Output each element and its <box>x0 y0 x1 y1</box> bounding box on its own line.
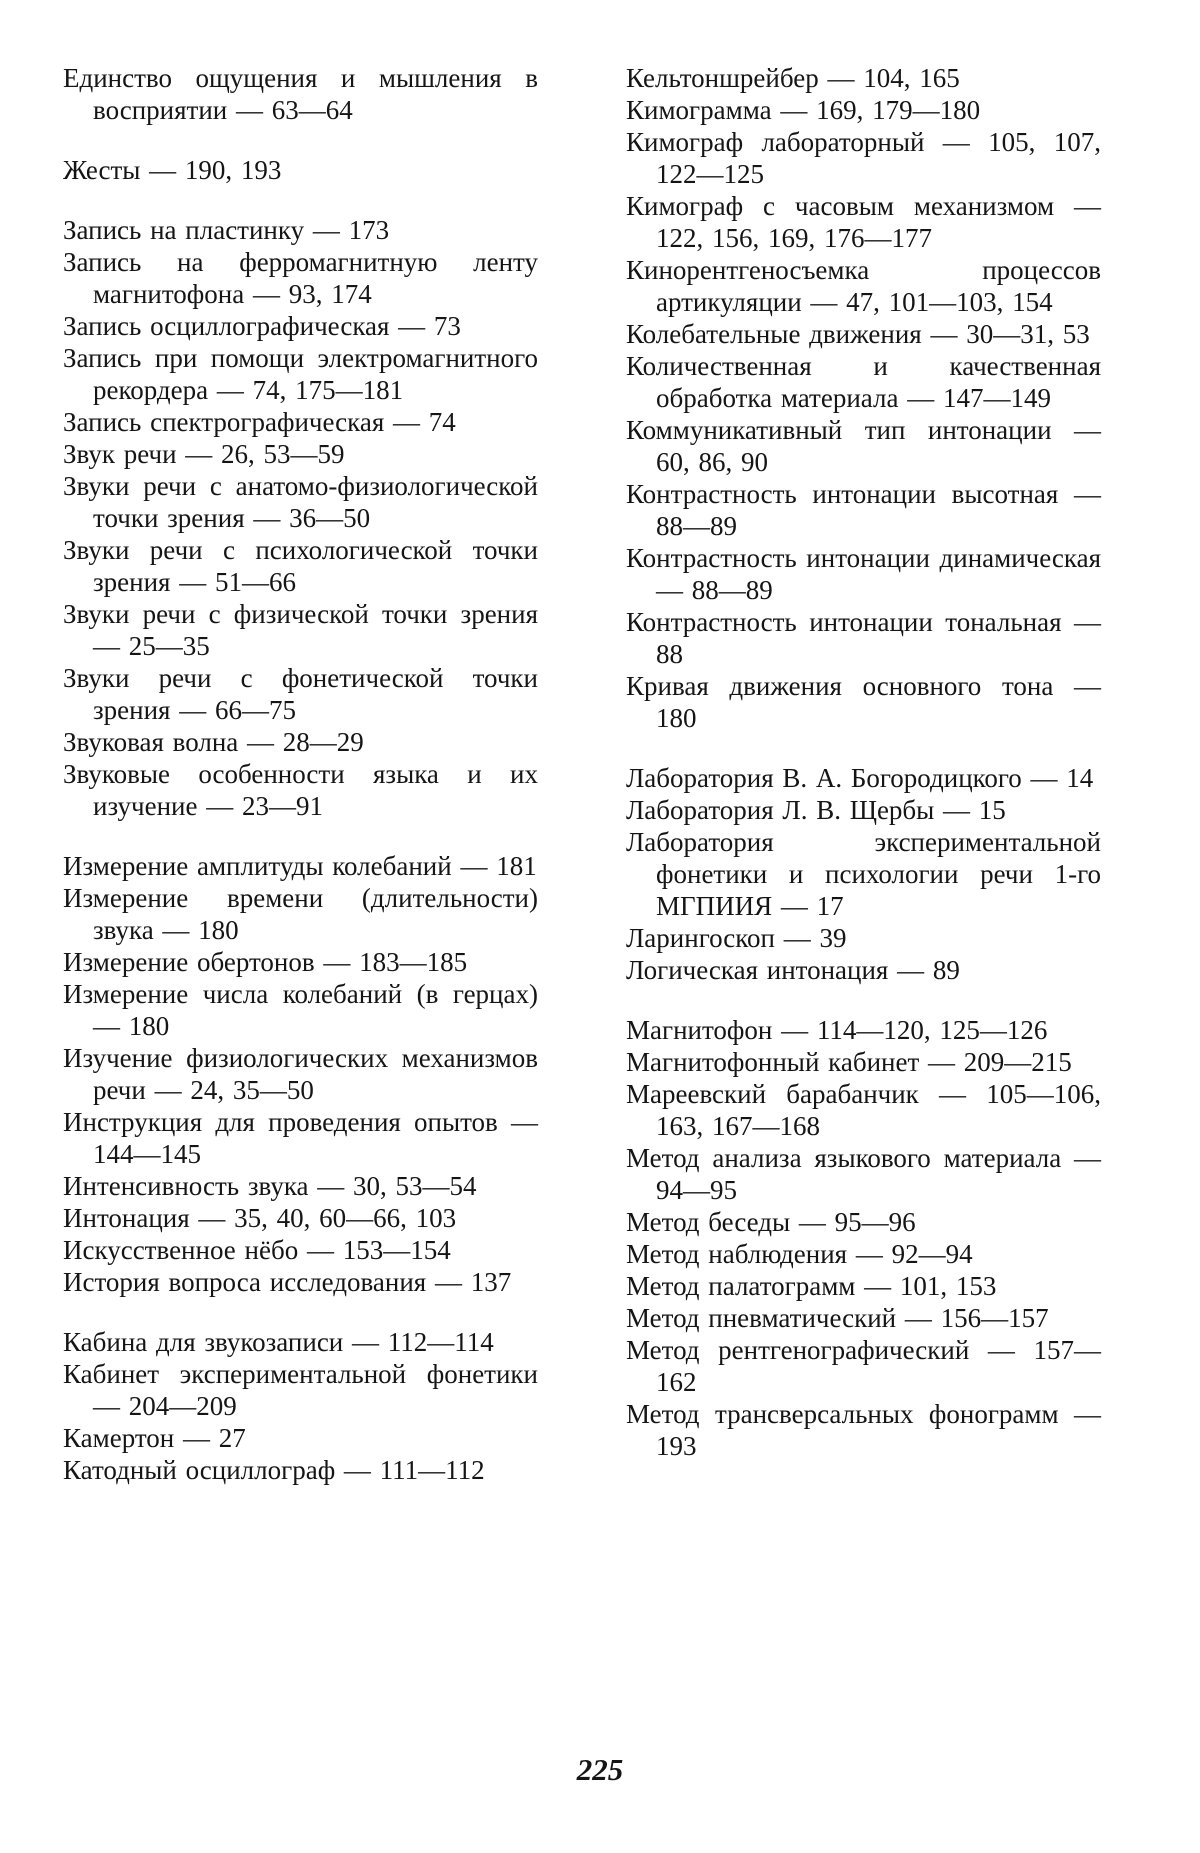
page-number: 225 <box>576 1752 624 1787</box>
index-letter-group <box>63 850 538 1298</box>
index-entry: Запись спектрографическая — 74 <box>63 407 456 437</box>
index-entry: Контрастность интонации высотная — 88—89 <box>626 479 1101 541</box>
index-entry: Интонация — 35, 40, 60—66, 103 <box>63 1203 457 1233</box>
index-entry: Запись при помощи электромагнитного рекордера — 74, 175—181 <box>63 343 538 405</box>
index-entry: Звуки речи с анатомо-физиологической точки зрения — 36—50 <box>63 471 538 533</box>
index-entry: Кабинет экспериментальной фонетики — 204—209 <box>63 1359 538 1421</box>
index-entry: Кинорентгеносъемка процессов артикуляции — 47, 101—103, 154 <box>626 255 1101 317</box>
index-entry: Лаборатория В. А. Богородицкого — 14 <box>626 763 1094 793</box>
index-entry: Интенсивность звука — 30, 53—54 <box>63 1171 477 1201</box>
index-entry: Метод трансверсальных фонограмм — 193 <box>626 1399 1101 1461</box>
index-entry: Кабина для звукозаписи — 112—114 <box>63 1327 494 1357</box>
index-letter-group <box>63 214 538 822</box>
index-entry: Звук речи — 26, 53—59 <box>63 439 345 469</box>
index-entry: Звуки речи с физической точки зрения — 25—35 <box>63 599 538 661</box>
index-entry: Жесты — 190, 193 <box>63 155 282 185</box>
index-entry: История вопроса исследования — 137 <box>63 1267 512 1297</box>
index-entry: Инструкция для проведения опытов — 144—145 <box>63 1107 538 1169</box>
index-entry: Метод беседы — 95—96 <box>626 1207 916 1237</box>
index-entry: Кимограф лабораторный — 105, 107, 122—125 <box>626 127 1101 189</box>
index-entry: Запись на пластинку — 173 <box>63 215 390 245</box>
index-entry: Катодный осциллограф — 111—112 <box>63 1455 485 1485</box>
index-entry: Измерение числа колебаний (в герцах) — 180 <box>63 979 538 1041</box>
index-entry: Измерение обертонов — 183—185 <box>63 947 468 977</box>
index-entry: Запись на ферромагнитную ленту магнитофона — 93, 174 <box>63 247 538 309</box>
index-entry: Кельтоншрейбер — 104, 165 <box>626 63 960 93</box>
index-entry: Лаборатория Л. В. Щербы — 15 <box>626 795 1006 825</box>
index-entry: Лаборатория экспериментальной фонетики и психологии речи 1-го МГПИИЯ — 17 <box>626 827 1101 921</box>
index-entry: Кимограмма — 169, 179—180 <box>626 95 981 125</box>
index-entry: Звуковая волна — 28—29 <box>63 727 364 757</box>
index-entry: Коммуникативный тип интонации — 60, 86, 90 <box>626 415 1101 477</box>
index-letter-group <box>63 62 538 126</box>
index-entry: Изучение физиологических механизмов речи — 24, 35—50 <box>63 1043 538 1105</box>
index-entry: Звуки речи с фонетической точки зрения — 66—75 <box>63 663 538 725</box>
index-entry: Магнитофонный кабинет — 209—215 <box>626 1047 1072 1077</box>
index-entry: Измерение времени (длительности) звука — 180 <box>63 883 538 945</box>
index-letter-group <box>626 1014 1101 1462</box>
index-entry: Единство ощущения и мышления в восприятии — 63—64 <box>63 63 538 125</box>
index-entry: Метод пневматический — 156—157 <box>626 1303 1049 1333</box>
index-entry: Мареевский барабанчик — 105—106, 163, 167—168 <box>626 1079 1101 1141</box>
index-entry: Колебательные движения — 30—31, 53 <box>626 319 1090 349</box>
index-entry: Контрастность интонации тональная — 88 <box>626 607 1101 669</box>
index-column-left <box>63 62 538 1486</box>
index-entry: Метод анализа языкового материала — 94—95 <box>626 1143 1101 1205</box>
index-letter-group <box>626 62 1101 734</box>
index-entry: Количественная и качественная обработка материала — 147—149 <box>626 351 1101 413</box>
index-entry: Измерение амплитуды колебаний — 181 <box>63 851 537 881</box>
index-letter-group <box>63 1326 538 1486</box>
index-entry: Запись осциллографическая — 73 <box>63 311 461 341</box>
index-column-right <box>626 62 1101 1462</box>
index-entry: Кривая движения основного тона — 180 <box>626 671 1101 733</box>
index-entry: Контрастность интонации динамическая — 88—89 <box>626 543 1101 605</box>
index-entry: Кимограф с часовым механизмом — 122, 156, 169, 176—177 <box>626 191 1101 253</box>
index-entry: Метод палатограмм — 101, 153 <box>626 1271 997 1301</box>
index-entry: Звуковые особенности языка и их изучение — 23—91 <box>63 759 538 821</box>
index-entry: Ларингоскоп — 39 <box>626 923 847 953</box>
index-letter-group <box>63 154 538 186</box>
index-entry: Камертон — 27 <box>63 1423 246 1453</box>
index-entry: Звуки речи с психологической точки зрения — 51—66 <box>63 535 538 597</box>
index-entry: Метод рентгенографический — 157—162 <box>626 1335 1101 1397</box>
index-entry: Магнитофон — 114—120, 125—126 <box>626 1015 1048 1045</box>
index-entry: Метод наблюдения — 92—94 <box>626 1239 973 1269</box>
index-entry: Искусственное нёбо — 153—154 <box>63 1235 451 1265</box>
index-letter-group <box>626 762 1101 986</box>
index-entry: Логическая интонация — 89 <box>626 955 960 985</box>
